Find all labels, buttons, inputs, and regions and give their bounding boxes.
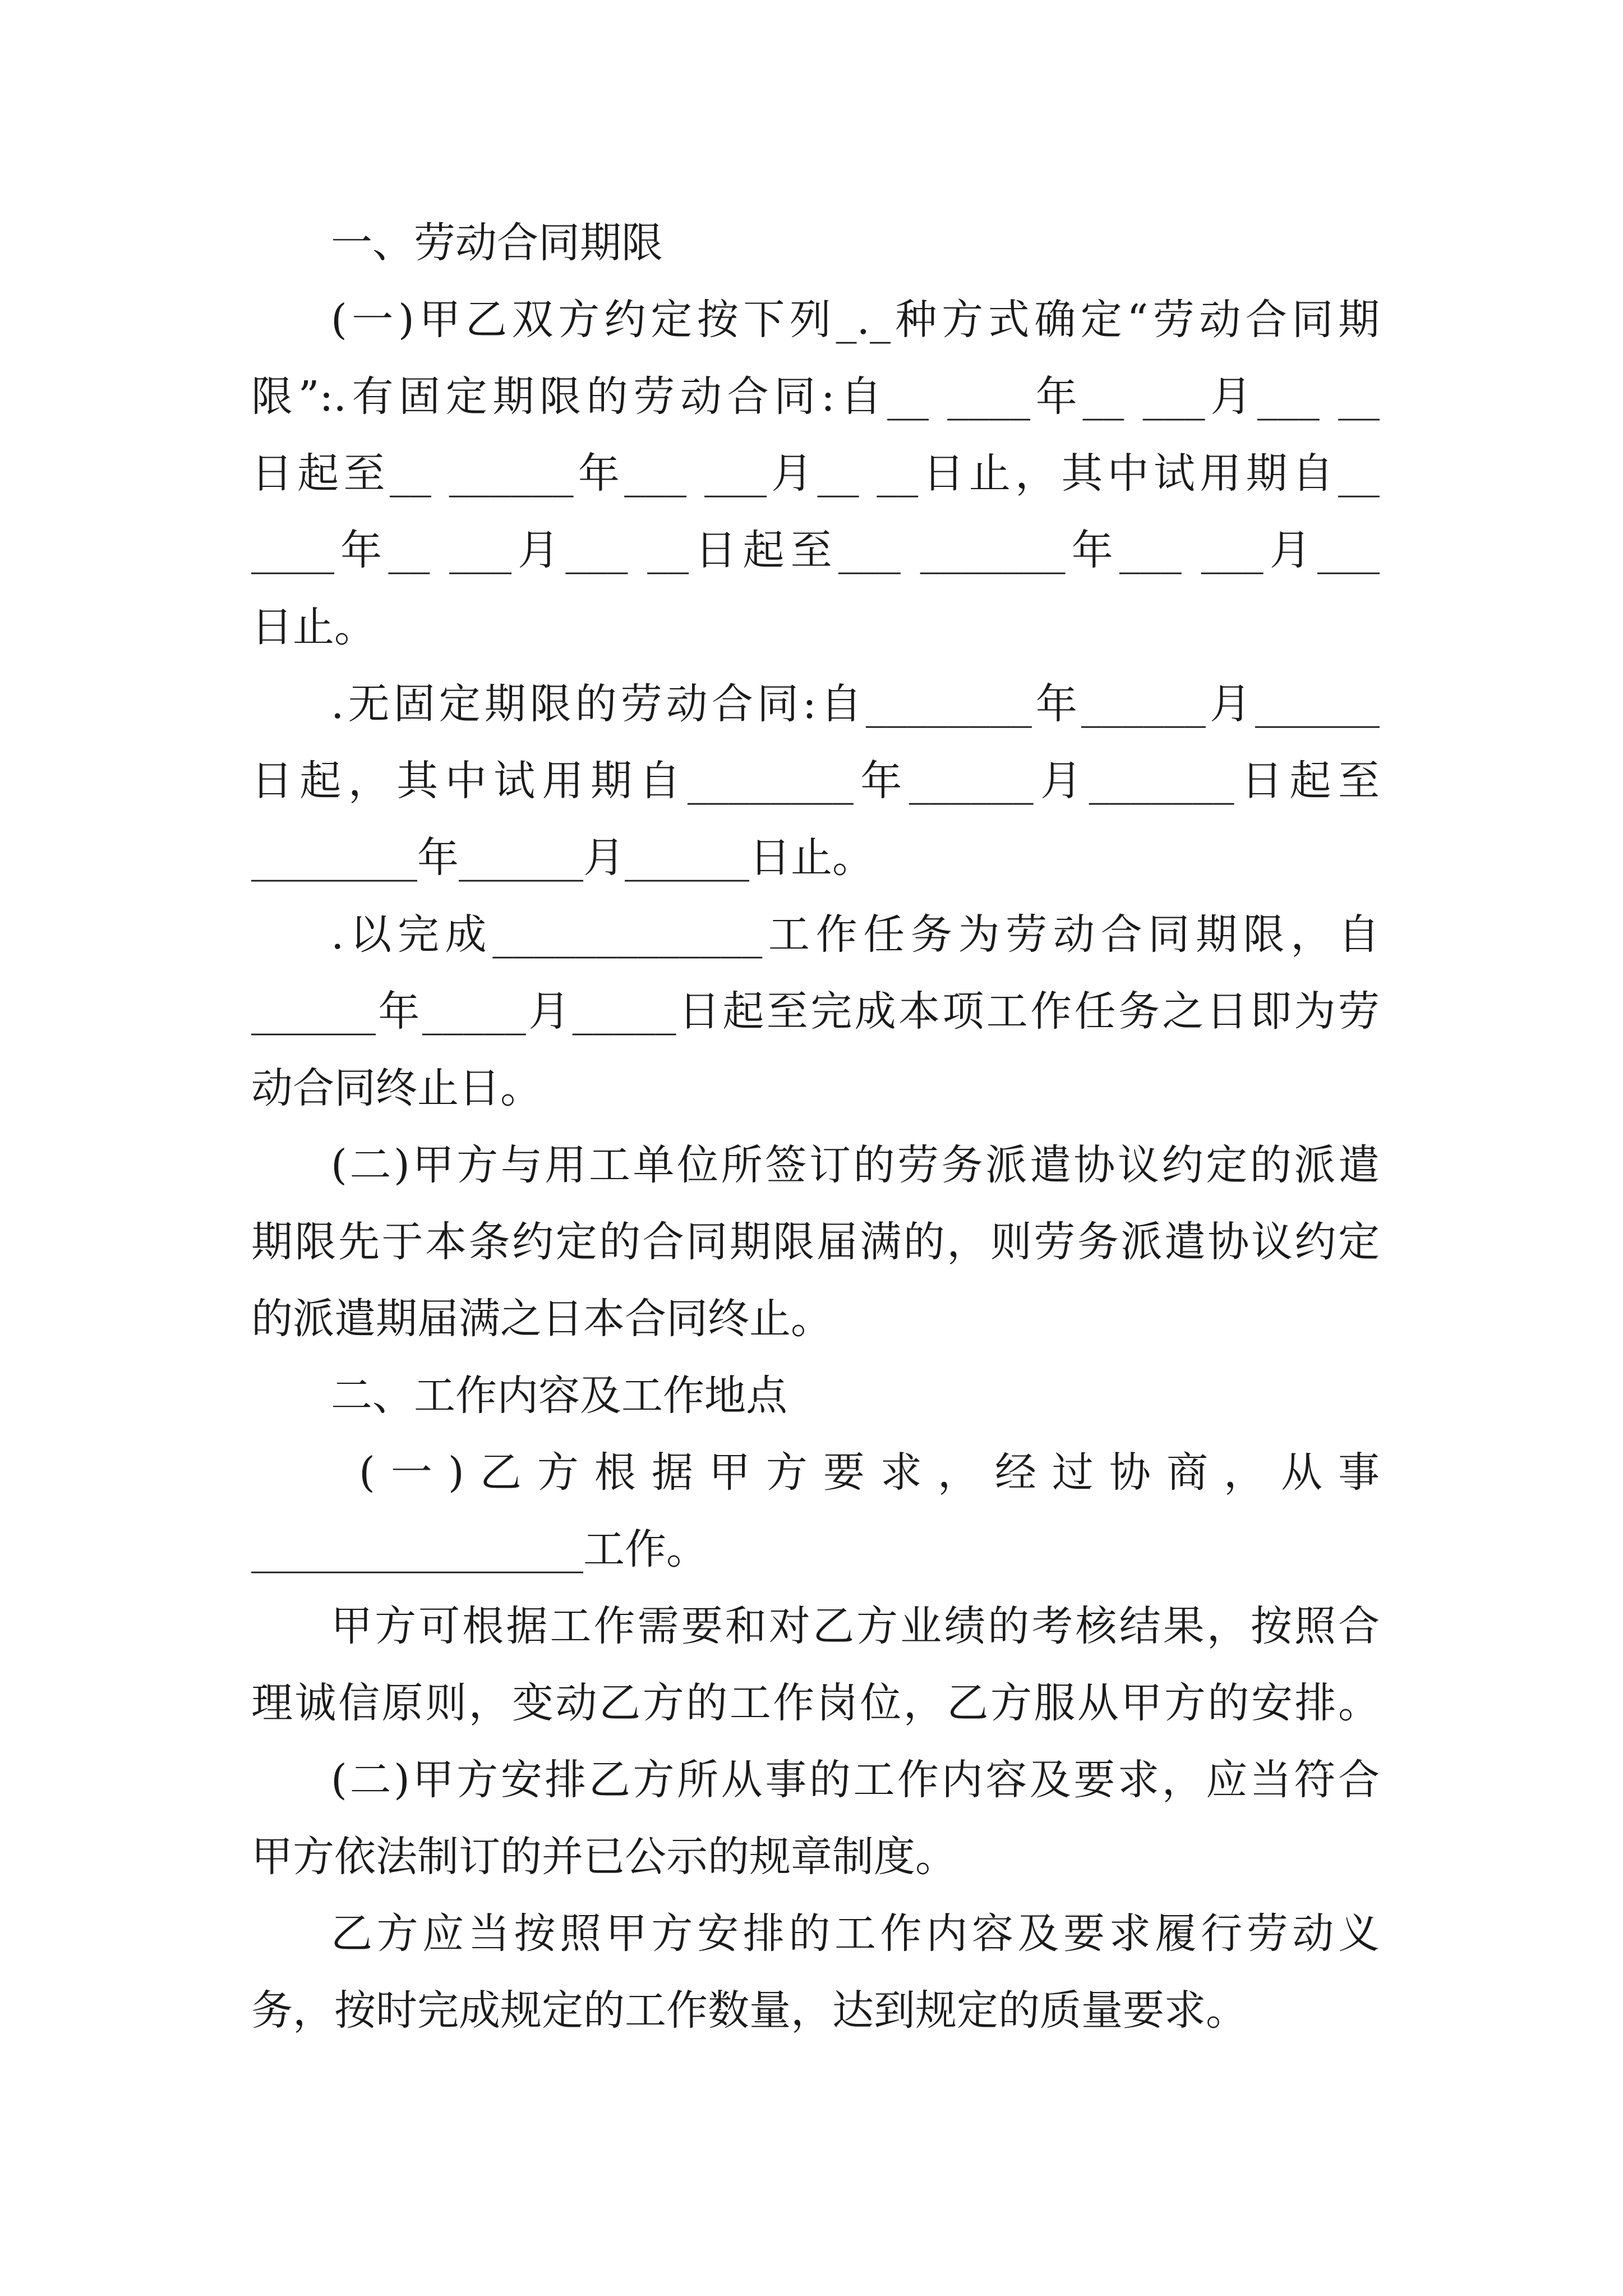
paragraph-line: (二)甲方与用工单位所签订的劳务派遣协议约定的派遣: [331, 1141, 1380, 1189]
paragraph-line: 的派遣期届满之日本合同终止。: [251, 1295, 832, 1343]
paragraph-line: 甲方可根据工作需要和对乙方业绩的考核结果，按照合: [331, 1602, 1380, 1650]
paragraph-line: ________________工作。: [251, 1525, 708, 1573]
paragraph-line: 期限先于本条约定的合同期限届满的，则劳务派遣协议约定: [251, 1218, 1380, 1266]
paragraph-line: 限”:.有固定期限的劳动合同:自__ ____年__ ___月___ __: [251, 372, 1380, 421]
paragraph-line: 日起，其中试用期自________年______月_______日起至: [251, 757, 1380, 805]
paragraph-line: (一)乙方根据甲方要求，经过协商，从事: [359, 1448, 1380, 1497]
paragraph-line: 日起至__ ______年___ ___月__ __日止，其中试用期自__: [251, 449, 1380, 498]
paragraph-line: ______年_____月_____日起至完成本项工作任务之日即为劳: [251, 987, 1380, 1036]
paragraph-line: 务，按时完成规定的工作数量，达到规定的质量要求。: [251, 1986, 1247, 2035]
paragraph-line: 甲方依法制订的并已公示的规章制度。: [251, 1833, 957, 1881]
paragraph-line: ____年__ ___月___ __日起至___ _______年___ ___月___: [251, 526, 1380, 574]
heading-text: 一、劳动合同期限: [331, 219, 663, 267]
paragraph-line: 日止。: [251, 603, 376, 651]
paragraph-line: .无固定期限的劳动合同:自________年______月______: [331, 680, 1380, 728]
paragraph-line: (一)甲乙双方约定按下列_._种方式确定“劳动合同期: [331, 296, 1380, 344]
paragraph-line: ________年______月______日止。: [251, 834, 874, 882]
paragraph-line: (二)甲方安排乙方所从事的工作内容及要求，应当符合: [331, 1756, 1380, 1804]
paragraph-line: 乙方应当按照甲方安排的工作内容及要求履行劳动义: [331, 1910, 1380, 1958]
paragraph-line: 动合同终止日。: [251, 1064, 542, 1112]
paragraph-line: .以完成_____________工作任务为劳动合同期限，自: [331, 910, 1380, 959]
paragraph-line: 理诚信原则，变动乙方的工作岗位，乙方服从甲方的安排。: [251, 1679, 1380, 1727]
heading-text: 二、工作内容及工作地点: [331, 1372, 787, 1420]
